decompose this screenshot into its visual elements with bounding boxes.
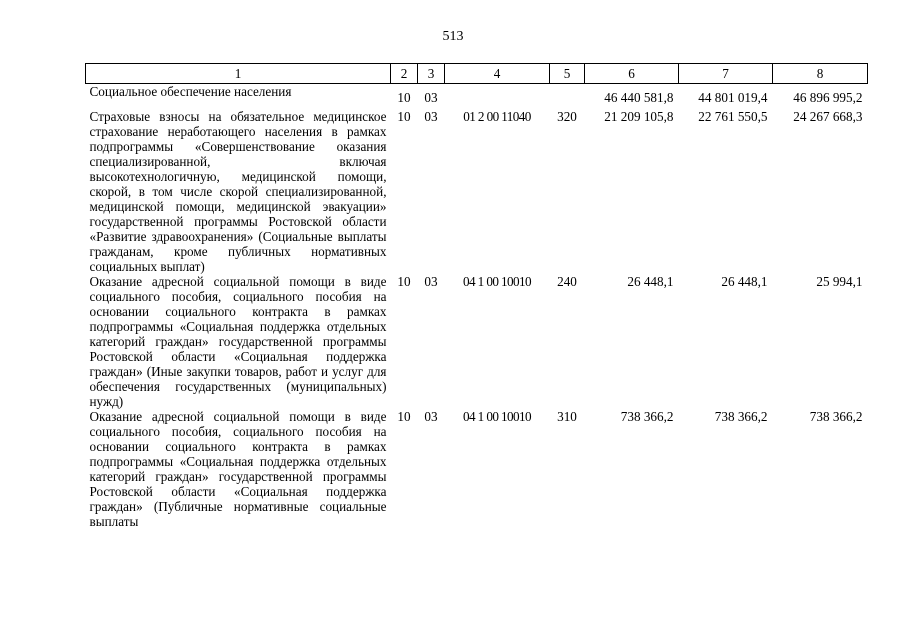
row-amount-year2: 22 761 550,5	[698, 109, 768, 124]
row-amount-year2: 26 448,1	[721, 274, 768, 289]
row-amount-year2: 738 366,2	[714, 409, 768, 424]
row-amount-year1: 738 366,2	[620, 409, 674, 424]
row-amount-year3: 25 994,1	[816, 274, 863, 289]
row-expense-type	[550, 84, 585, 110]
row-section: 10	[397, 274, 411, 289]
table-row	[86, 84, 868, 110]
row-subsection: 03	[424, 90, 438, 105]
row-target-code: 04 1 00 10010	[462, 409, 532, 424]
row-expense-type: 240	[557, 274, 577, 289]
row-target-code: 04 1 00 10010	[462, 274, 532, 289]
header-cell: 4	[445, 64, 550, 84]
header-cell: 8	[773, 64, 868, 84]
row-amount-year3: 24 267 668,3	[793, 109, 863, 124]
row-amount-year1: 21 209 105,8	[604, 109, 674, 124]
header-cell: 1	[86, 64, 391, 84]
row-subsection: 03	[424, 274, 438, 289]
row-subsection: 03	[424, 409, 438, 424]
header-cell: 7	[679, 64, 773, 84]
row-amount-year1: 26 448,1	[627, 274, 674, 289]
table-row	[86, 409, 868, 529]
row-amount-year3: 46 896 995,2	[793, 90, 863, 105]
table-row	[86, 109, 868, 274]
row-amount-year3: 738 366,2	[809, 409, 863, 424]
row-section: 10	[397, 409, 411, 424]
header-cell: 5	[550, 64, 585, 84]
header-cell: 6	[585, 64, 679, 84]
row-name: Оказание адресной социальной помощи в виде социального пособия, социального пособия на основании социального контракта в рамках подпрограммы «Социальная поддержка отдельных категорий граждан» государственной программы Ростовской области «Социальная поддержка граждан» (Иные закупки товаров, работ и услуг для обеспечения государственных (муниципальных) нужд)	[89, 274, 387, 409]
row-name: Страховые взносы на обязательное медицинское страхование неработающего населения в рамках подпрограммы «Совершенствование оказания специализированной, включая высокотехнологичную, медицинской помощи, скорой, в том числе скорой специализированной, медицинской помощи, медицинской эвакуации» государственной программы Ростовской области «Развитие здравоохранения» (Социальные выплаты гражданам, кроме публичных нормативных социальных выплат)	[89, 109, 387, 274]
row-section: 10	[397, 90, 411, 105]
page-number: 513	[442, 29, 464, 44]
row-name: Социальное обеспечение населения	[89, 84, 292, 99]
budget-table	[85, 63, 868, 529]
row-amount-year1: 46 440 581,8	[604, 90, 674, 105]
row-expense-type: 310	[557, 409, 577, 424]
row-target-code: 01 2 00 11040	[463, 109, 531, 124]
row-amount-year2: 44 801 019,4	[698, 90, 768, 105]
header-cell: 3	[418, 64, 445, 84]
header-row	[86, 64, 868, 84]
row-section: 10	[397, 109, 411, 124]
row-name: Оказание адресной социальной помощи в виде социального пособия, социального пособия на основании социального контракта в рамках подпрограммы «Социальная поддержка отдельных категорий граждан» государственной программы Ростовской области «Социальная поддержка граждан» (Публичные нормативные социальные выплаты	[89, 409, 387, 529]
row-expense-type: 320	[557, 109, 577, 124]
table-row	[86, 274, 868, 409]
row-target-code	[445, 84, 550, 110]
header-cell: 2	[391, 64, 418, 84]
row-subsection: 03	[424, 109, 438, 124]
